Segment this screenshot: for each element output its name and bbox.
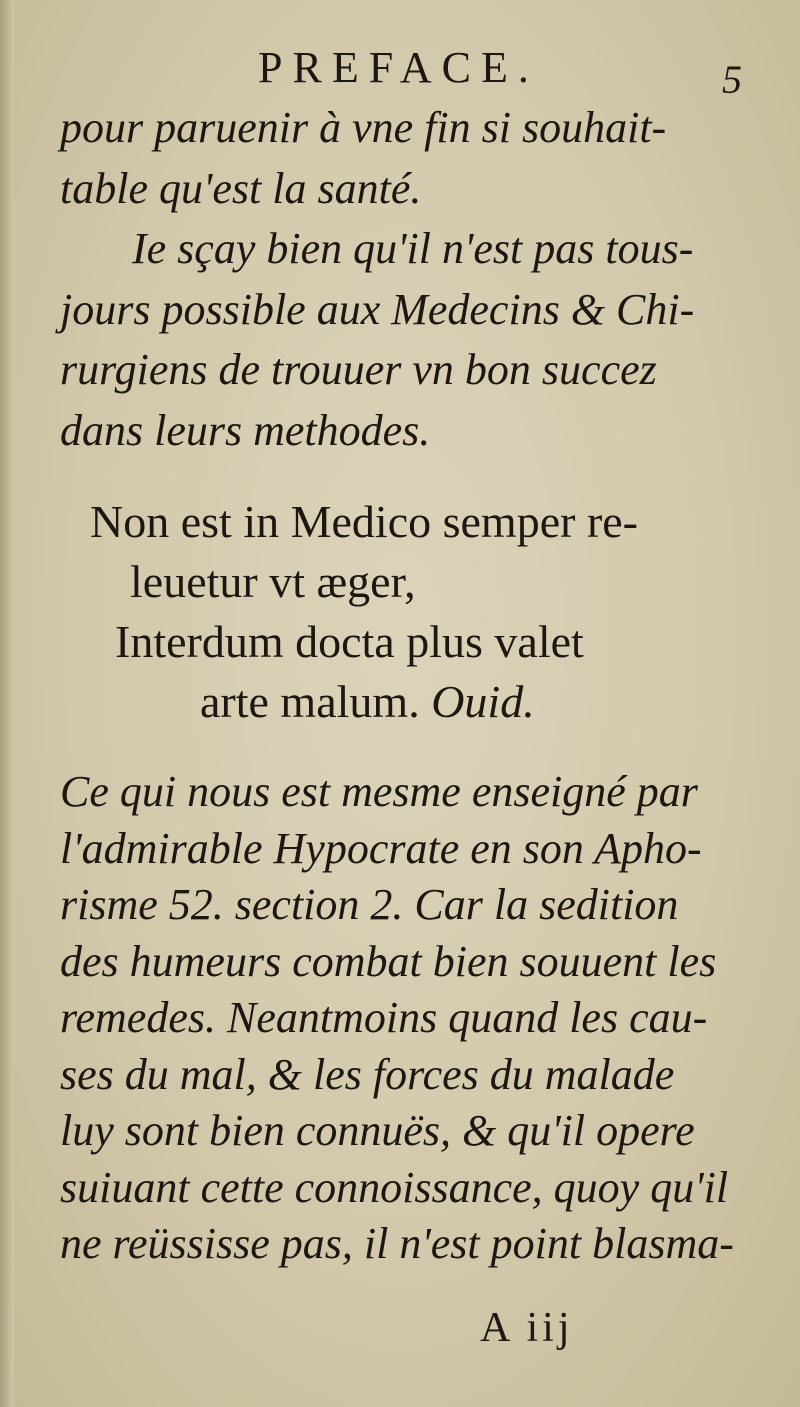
paragraph-2-line: ne reüssisse pas, il n'est point blasma- (60, 1219, 734, 1268)
page-header (0, 38, 800, 102)
paragraph-2-line: ses du mal, & les forces du malade (60, 1049, 675, 1099)
latin-verse (60, 492, 750, 732)
paragraph-1-line: table qu'est la santé. (60, 163, 422, 213)
paragraph-1 (60, 98, 750, 461)
paragraph-1-line: pour paruenir à vne fin si souhait- (60, 103, 667, 152)
page-number: 5 (722, 57, 742, 102)
paragraph-1-line: Ie sçay bien qu'il n'est pas tous- (132, 224, 694, 273)
verse-line: Interdum docta plus valet (115, 616, 584, 667)
paragraph-1-line: dans leurs methodes. (60, 405, 431, 455)
verse-line: leuetur vt æger, (130, 556, 416, 607)
verse-line: Non est in Medico semper re- (90, 496, 639, 547)
paragraph-2-line: remedes. Neantmoins quand les cau- (60, 993, 708, 1042)
paragraph-1-line: rurgiens de trouuer vn bon succez (60, 345, 657, 394)
verse-line-last (60, 672, 750, 732)
paragraph-2 (60, 764, 750, 1273)
paragraph-2-line: l'admirable Hypocrate en son Apho- (60, 823, 702, 873)
paragraph-1-line: jours possible aux Medecins & Chi- (60, 284, 695, 334)
paragraph-2-line: risme 52. section 2. Car la sedition (60, 880, 679, 929)
running-head: PREFACE. (258, 43, 539, 92)
page-edge-shadow (0, 0, 14, 1407)
paragraph-2-line: luy sont bien connuës, & qu'il opere (60, 1106, 695, 1155)
verse-line-text: arte malum. (200, 676, 420, 727)
paragraph-2-line: Ce qui nous est mesme enseigné par (60, 767, 698, 816)
paragraph-2-line: suiuant cette connoissance, quoy qu'il (60, 1162, 729, 1212)
paragraph-2-line: des humeurs combat bien souuent les (60, 936, 717, 986)
signature-mark: A iij (480, 1305, 574, 1351)
verse-citation: Ouid. (431, 676, 535, 727)
